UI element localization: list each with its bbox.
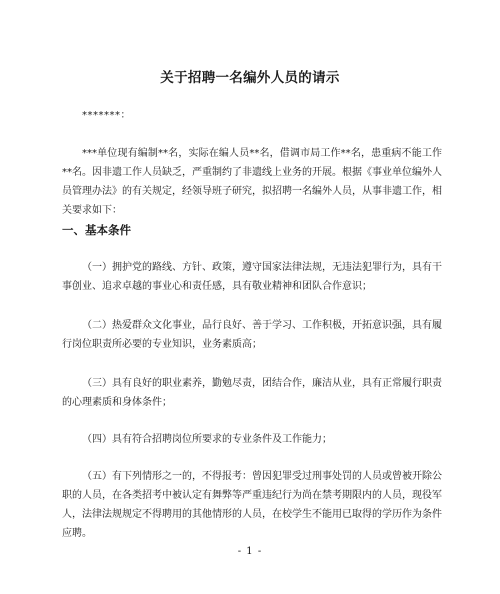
condition-paragraph xyxy=(62,374,442,412)
salutation: *******： xyxy=(82,110,131,121)
section-heading: 一、基本条件 xyxy=(62,223,131,237)
condition-paragraph xyxy=(62,258,442,296)
intro-paragraph xyxy=(62,144,442,220)
condition-paragraph xyxy=(62,430,442,449)
document-title: 关于招聘一名编外人员的请示 xyxy=(160,70,340,86)
condition-text: （二）热爱群众文化事业，品行良好、善于学习、工作积极，开拓意识强，具有履行岗位职责所必要的专业知识，业务素质高； xyxy=(62,320,442,350)
condition-paragraph xyxy=(62,316,442,354)
condition-text: （三）具有良好的职业素养，勤勉尽责，团结合作，廉洁从业，具有正常履行职责的心理素质和身体条件； xyxy=(62,378,442,408)
page-number: - 1 - xyxy=(237,546,263,557)
condition-text: （一）拥护党的路线、方针、政策，遵守国家法律法规，无违法犯罪行为，具有干事创业、追求卓越的事业心和责任感，具有敬业精神和团队合作意识； xyxy=(62,262,442,292)
condition-text: （四）具有符合招聘岗位所要求的专业条件及工作能力； xyxy=(82,434,332,445)
intro-text: ***单位现有编制**名，实际在编人员**名，借调市局工作**名，患重病不能工作**名。因非遗工作人员缺乏，严重制约了非遗线上业务的开展。根据《事业单位编外人员管理办法》的有关规定，经领导班子研究，拟招聘一名编外人员，从事非遗工作，相关要求如下： xyxy=(62,148,442,216)
condition-paragraph xyxy=(62,467,442,543)
condition-text: （五）有下列情形之一的，不得报考：曾因犯罪受过刑事处罚的人员或曾被开除公职的人员，在各类招考中被认定有舞弊等严重违纪行为尚在禁考期限内的人员，现役军人，法律法规规定不得聘用的其他情形的人员，在校学生不能用已取得的学历作为条件应聘。 xyxy=(62,471,442,539)
